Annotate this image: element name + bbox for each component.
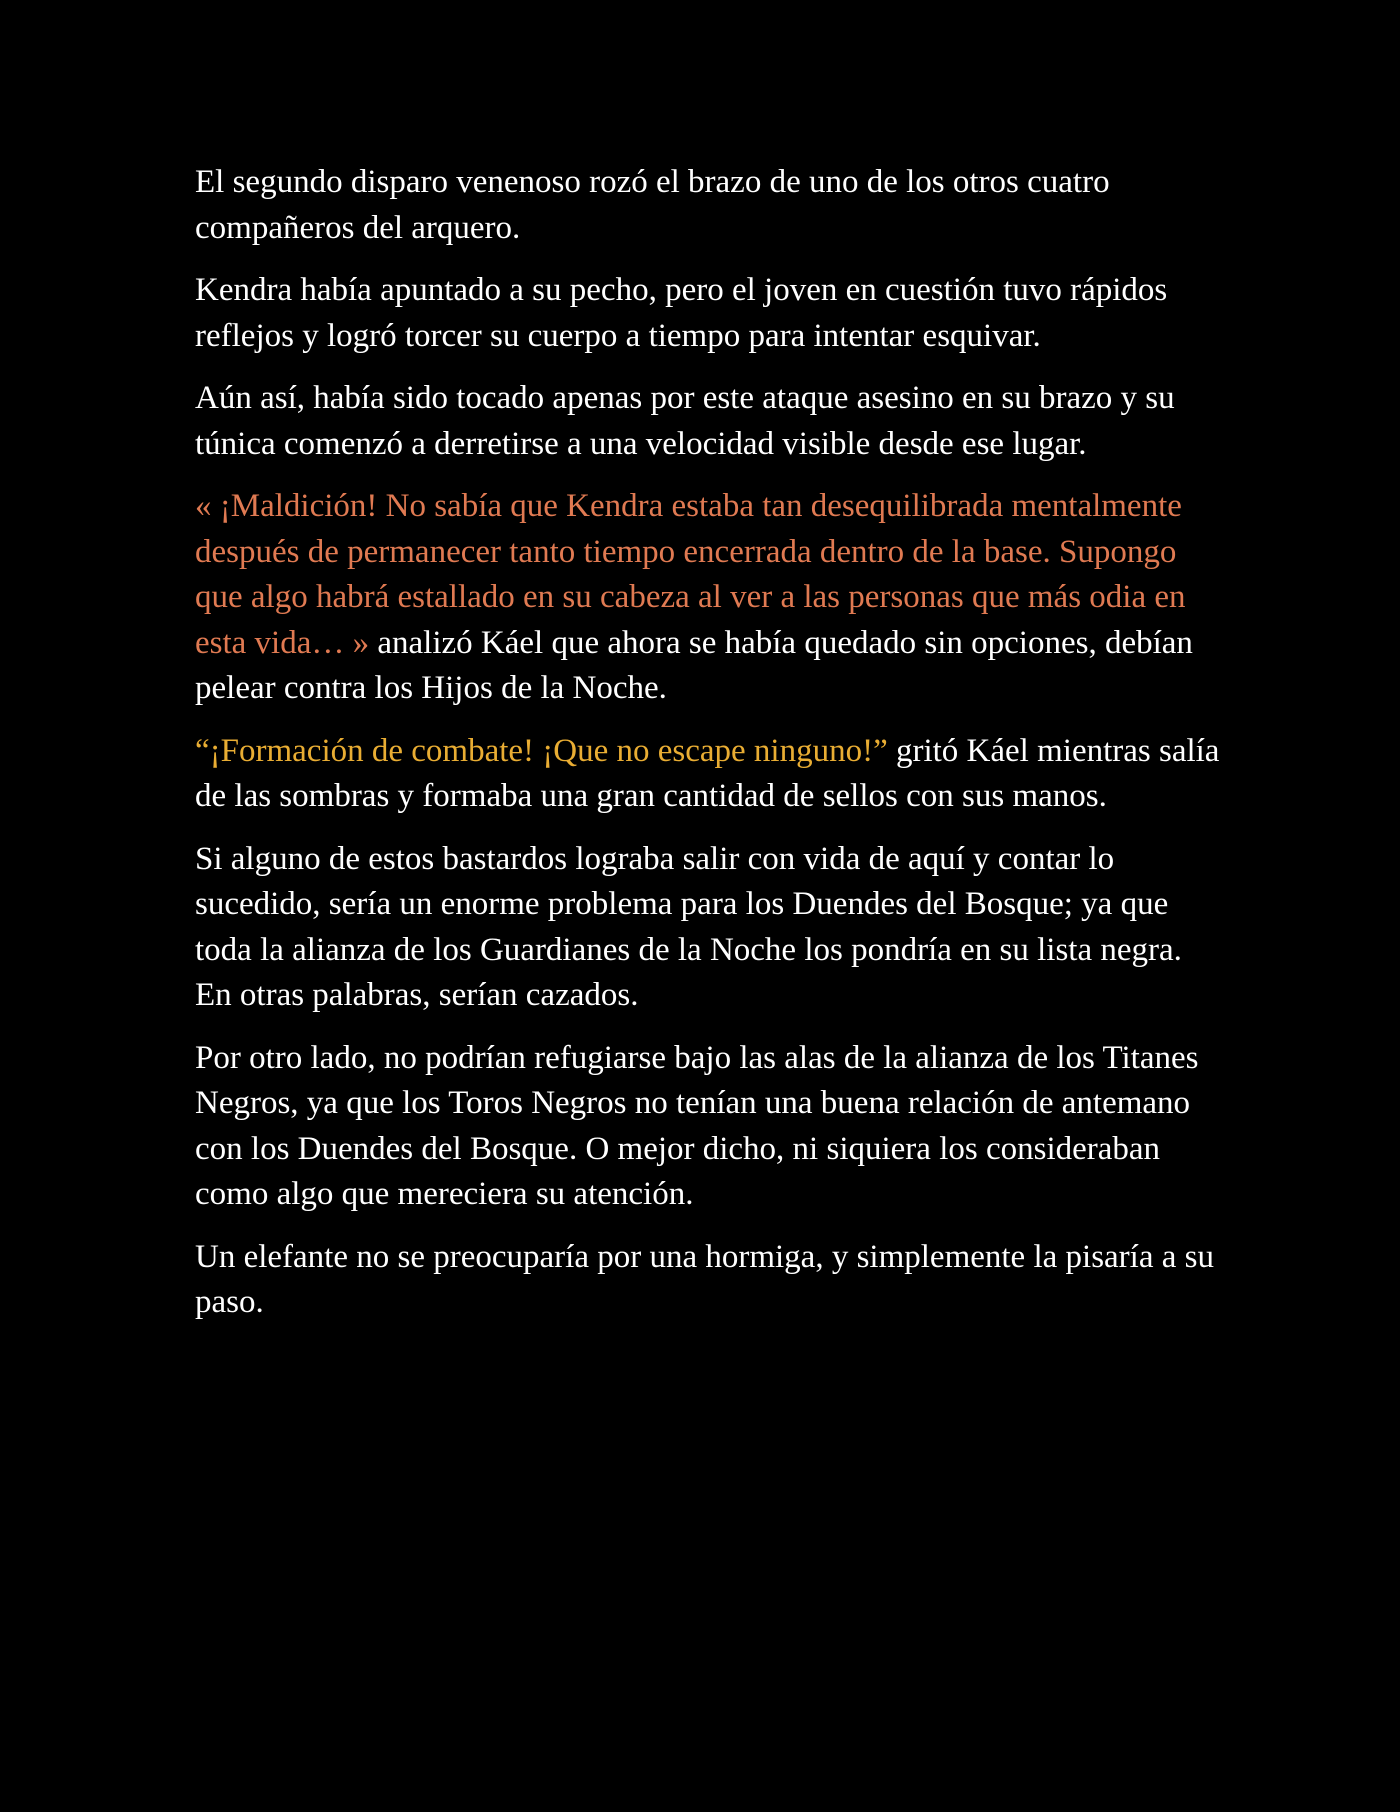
inner-thought-text: « ¡Maldición! No sabía que Kendra estaba tan desequilibrada mentalmente después de permanecer tanto tiempo encerrada dentro de la base. Supongo que algo habrá estallado en su cabeza al ver a las personas que más odia en esta vida… »	[195, 488, 1186, 661]
paragraph-7	[195, 1036, 1220, 1218]
paragraph-text: Aún así, había sido tocado apenas por este ataque asesino en su brazo y su túnica comenzó a derretirse a una velocidad visible desde ese lugar.	[195, 380, 1175, 462]
paragraph-8	[195, 1235, 1220, 1326]
paragraph-6	[195, 837, 1220, 1019]
text-body	[195, 160, 1220, 1343]
paragraph-text: Un elefante no se preocuparía por una hormiga, y simplemente la pisaría a su paso.	[195, 1238, 1214, 1320]
paragraph-text: analizó Káel que ahora se había quedado sin opciones, debían pelear contra los Hijos de la Noche.	[195, 624, 1193, 706]
paragraph-2	[195, 268, 1220, 359]
paragraph-text: Si alguno de estos bastardos lograba salir con vida de aquí y contar lo sucedido, sería un enorme problema para los Duendes del Bosque; ya que toda la alianza de los Guardianes de la Noche los pondría en su lista negra. En otras palabras, serían cazados.	[195, 840, 1182, 1013]
paragraph-5	[195, 729, 1220, 820]
dialogue-text: “¡Formación de combate! ¡Que no escape ninguno!”	[195, 732, 888, 769]
paragraph-text: Kendra había apuntado a su pecho, pero el joven en cuestión tuvo rápidos reflejos y logró torcer su cuerpo a tiempo para intentar esquivar.	[195, 272, 1168, 354]
paragraph-4	[195, 484, 1220, 712]
paragraph-3	[195, 376, 1220, 467]
paragraph-text: Por otro lado, no podrían refugiarse bajo las alas de la alianza de los Titanes Negros, ya que los Toros Negros no tenían una buena relación de antemano con los Duendes del Bosque. O mejor dicho, ni siquiera los consideraban como algo que mereciera su atención.	[195, 1039, 1199, 1212]
paragraph-1	[195, 160, 1220, 251]
paragraph-text: El segundo disparo venenoso rozó el brazo de uno de los otros cuatro compañeros del arquero.	[195, 164, 1110, 246]
paragraph-text: gritó Káel mientras salía de las sombras y formaba una gran cantidad de sellos con sus manos.	[195, 732, 1220, 814]
